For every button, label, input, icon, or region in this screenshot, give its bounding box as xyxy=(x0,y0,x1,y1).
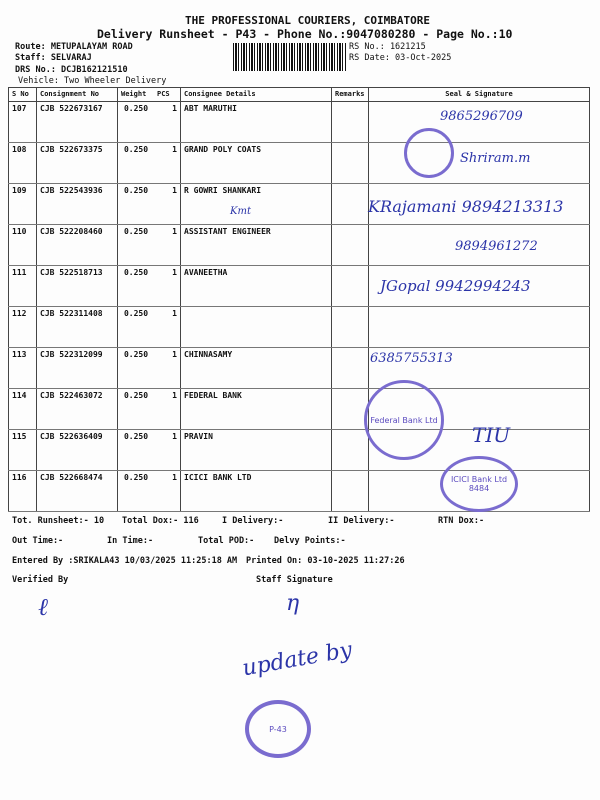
col-seal: Seal & Signature xyxy=(369,88,590,102)
col-weight: Weight xyxy=(118,88,155,102)
consignee-cell: ASSISTANT ENGINEER xyxy=(181,225,332,266)
remarks-cell xyxy=(332,184,369,225)
sno-cell: 116 xyxy=(9,471,37,512)
weight-cell: 0.250 xyxy=(118,471,155,512)
remarks-cell xyxy=(332,143,369,184)
barcode xyxy=(233,43,346,71)
p43-stamp: P-43 xyxy=(245,700,311,758)
remarks-cell xyxy=(332,430,369,471)
consignment-cell: CJB 522463072 xyxy=(37,389,118,430)
sno-cell: 114 xyxy=(9,389,37,430)
col-remarks: Remarks xyxy=(332,88,369,102)
sno-cell: 112 xyxy=(9,307,37,348)
rs-no: RS No.: 1621215 xyxy=(349,42,426,52)
ii-delivery: II Delivery:- xyxy=(328,516,395,526)
vehicle: Vehicle: Two Wheeler Delivery xyxy=(18,76,167,86)
handwritten-note-tiu: TIU xyxy=(472,423,511,447)
weight-cell: 0.250 xyxy=(118,143,155,184)
handwritten-note-kmt: Kmt xyxy=(230,206,251,217)
pcs-cell: 1 xyxy=(154,143,181,184)
entered-by: Entered By :SRIKALA43 10/03/2025 11:25:18 AM xyxy=(12,556,238,566)
handwritten-phone-2: 9894961272 xyxy=(455,239,538,254)
sno-cell: 110 xyxy=(9,225,37,266)
col-consignment: Consignment No xyxy=(37,88,118,102)
out-time: Out Time:- xyxy=(12,536,64,546)
remarks-cell xyxy=(332,225,369,266)
remarks-cell xyxy=(332,307,369,348)
pcs-cell: 1 xyxy=(154,184,181,225)
verifier-signature: ℓ xyxy=(38,593,48,621)
consignee-cell: PRAVIN xyxy=(181,430,332,471)
col-sno: S No xyxy=(9,88,37,102)
remarks-cell xyxy=(332,471,369,512)
staff-signature: Staff Signature xyxy=(256,575,333,585)
sno-cell: 111 xyxy=(9,266,37,307)
consignment-cell: CJB 522673167 xyxy=(37,102,118,143)
consignee-cell: R GOWRI SHANKARI xyxy=(181,184,332,225)
total-pod: Total POD:- xyxy=(198,536,255,546)
pcs-cell: 1 xyxy=(154,471,181,512)
route: Route: METUPALAYAM ROAD xyxy=(15,42,133,52)
sno-cell: 109 xyxy=(9,184,37,225)
handwritten-name-2: KRajamani 9894213313 xyxy=(368,197,564,216)
total-dox: Total Dox:- 116 xyxy=(122,516,199,526)
weight-cell: 0.250 xyxy=(118,225,155,266)
table-row xyxy=(9,307,590,348)
handwritten-phone-1: 9865296709 xyxy=(440,109,523,124)
in-time: In Time:- xyxy=(107,536,154,546)
weight-cell: 0.250 xyxy=(118,307,155,348)
col-consignee: Consignee Details xyxy=(181,88,332,102)
weight-cell: 0.250 xyxy=(118,348,155,389)
consignment-cell: CJB 522668474 xyxy=(37,471,118,512)
consignment-cell: CJB 522312099 xyxy=(37,348,118,389)
consignment-cell: CJB 522518713 xyxy=(37,266,118,307)
weight-cell: 0.250 xyxy=(118,184,155,225)
table-row xyxy=(9,348,590,389)
handwritten-name-3: JGopal 9942994243 xyxy=(380,277,531,295)
remarks-cell xyxy=(332,348,369,389)
consignment-cell: CJB 522208460 xyxy=(37,225,118,266)
handwritten-name-1: Shriram.m xyxy=(460,151,531,166)
consignment-cell: CJB 522673375 xyxy=(37,143,118,184)
sno-cell: 115 xyxy=(9,430,37,471)
consignee-cell xyxy=(181,307,332,348)
col-pcs: PCS xyxy=(154,88,181,102)
rs-date: RS Date: 03-Oct-2025 xyxy=(349,53,452,63)
company-name: THE PROFESSIONAL COURIERS, COIMBATORE xyxy=(185,14,431,27)
staff: Staff: SELVARAJ xyxy=(15,53,92,63)
seal-stamp xyxy=(404,128,454,178)
sno-cell: 107 xyxy=(9,102,37,143)
runsheet-title: Delivery Runsheet - P43 - Phone No.:9047080280 - Page No.:10 xyxy=(97,27,513,41)
pcs-cell: 1 xyxy=(154,225,181,266)
remarks-cell xyxy=(332,102,369,143)
sno-cell: 113 xyxy=(9,348,37,389)
consignment-cell: CJB 522636409 xyxy=(37,430,118,471)
handwritten-update-by: update by xyxy=(240,637,355,682)
pcs-cell: 1 xyxy=(154,348,181,389)
consignee-cell: ABT MARUTHI xyxy=(181,102,332,143)
consignment-cell: CJB 522311408 xyxy=(37,307,118,348)
consignee-cell: GRAND POLY COATS xyxy=(181,143,332,184)
consignee-cell: FEDERAL BANK xyxy=(181,389,332,430)
handwritten-phone-3: 6385755313 xyxy=(370,351,453,366)
remarks-cell xyxy=(332,266,369,307)
delvy-points: Delvy Points:- xyxy=(274,536,346,546)
weight-cell: 0.250 xyxy=(118,102,155,143)
consignee-cell: AVANEETHA xyxy=(181,266,332,307)
staff-signature-mark: η xyxy=(286,591,300,616)
rtn-dox: RTN Dox:- xyxy=(438,516,485,526)
seal-cell xyxy=(369,307,590,348)
pcs-cell: 1 xyxy=(154,430,181,471)
verified-by: Verified By xyxy=(12,575,69,585)
pcs-cell: 1 xyxy=(154,389,181,430)
pcs-cell: 1 xyxy=(154,102,181,143)
pcs-cell: 1 xyxy=(154,266,181,307)
weight-cell: 0.250 xyxy=(118,266,155,307)
consignment-cell: CJB 522543936 xyxy=(37,184,118,225)
consignee-cell: CHINNASAMY xyxy=(181,348,332,389)
printed-on: Printed On: 03-10-2025 11:27:26 xyxy=(246,556,405,566)
weight-cell: 0.250 xyxy=(118,389,155,430)
tot-runsheet: Tot. Runsheet:- 10 xyxy=(12,516,105,526)
federal-bank-stamp: Federal Bank Ltd xyxy=(364,380,444,460)
consignee-cell: ICICI BANK LTD xyxy=(181,471,332,512)
drs-no: DRS No.: DCJB162121510 xyxy=(15,65,128,75)
weight-cell: 0.250 xyxy=(118,430,155,471)
icici-bank-stamp: ICICI Bank Ltd 8484 xyxy=(440,456,518,512)
pcs-cell: 1 xyxy=(154,307,181,348)
i-delivery: I Delivery:- xyxy=(222,516,284,526)
remarks-cell xyxy=(332,389,369,430)
sno-cell: 108 xyxy=(9,143,37,184)
